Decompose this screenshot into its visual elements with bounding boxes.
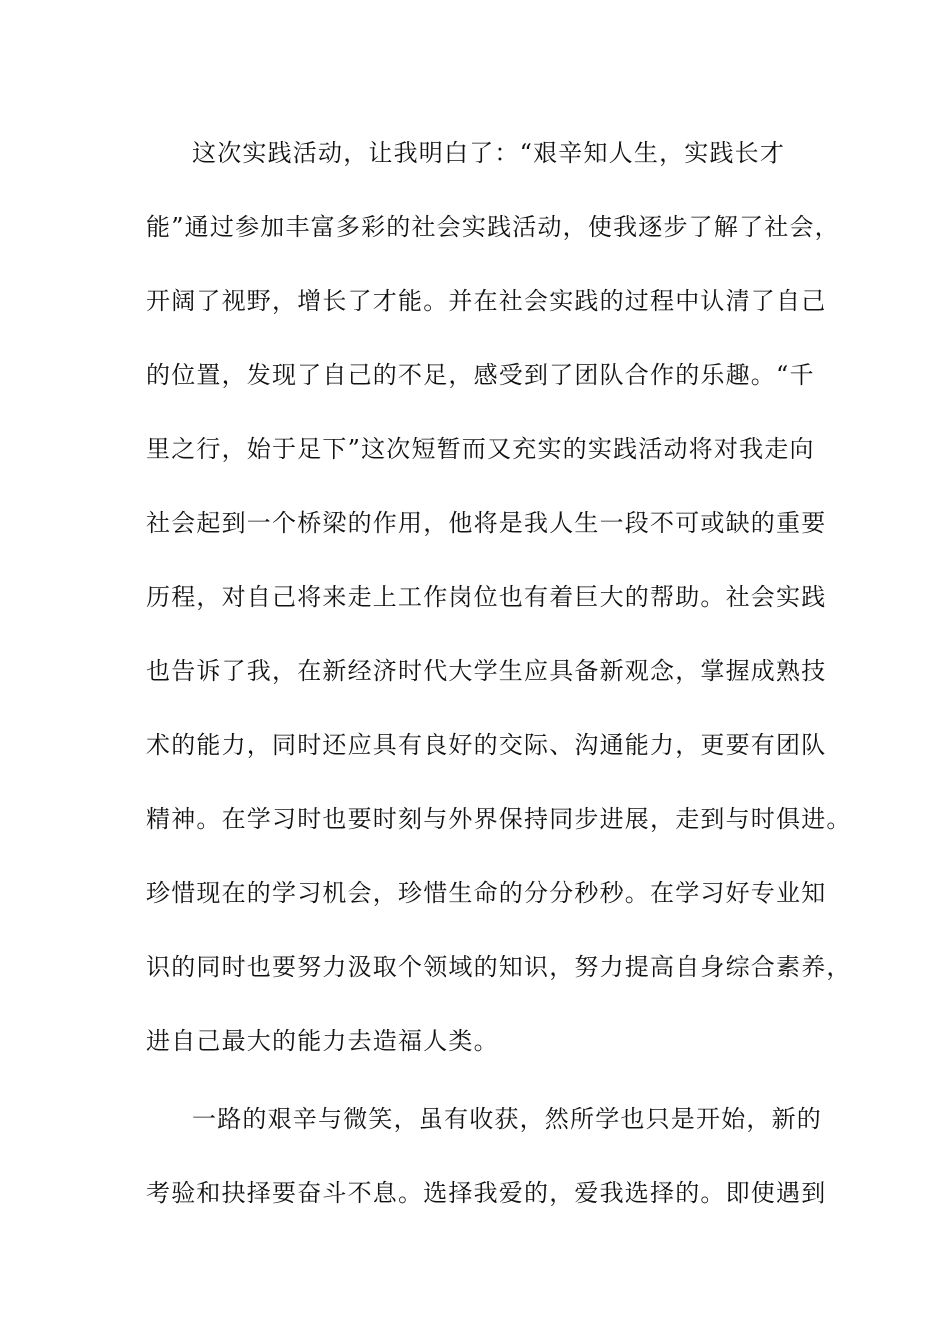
paragraph-1-line-3: 开阔了视野，增长了才能。并在社会实践的过程中认清了自己: [146, 287, 827, 315]
paragraph-1-line-2: 能”通过参加丰富多彩的社会实践活动，使我逐步了解了社会，: [146, 213, 840, 241]
paragraph-1-line-12: 识的同时也要努力汲取个领域的知识，努力提高自身综合素养，: [146, 953, 852, 981]
paragraph-1-line-5: 里之行，始于足下”这次短暂而又充实的实践活动将对我走向: [146, 435, 815, 463]
paragraph-2-line-2: 考验和抉择要奋斗不息。选择我爱的，爱我选择的。即使遇到: [146, 1179, 827, 1207]
paragraph-1-line-9: 术的能力，同时还应具有良好的交际、沟通能力，更要有团队: [146, 731, 827, 759]
paragraph-1-line-1: 这次实践活动，让我明白了：“艰辛知人生，实践长才: [192, 139, 786, 167]
paragraph-2-line-1: 一路的艰辛与微笑，虽有收获，然所学也只是开始，新的: [192, 1105, 822, 1133]
paragraph-1-line-7: 历程，对自己将来走上工作岗位也有着巨大的帮助。社会实践: [146, 583, 827, 611]
paragraph-1-line-4: 的位置，发现了自己的不足，感受到了团队合作的乐趣。“千: [146, 361, 815, 389]
paragraph-1-line-11: 珍惜现在的学习机会，珍惜生命的分分秒秒。在学习好专业知: [146, 879, 827, 907]
paragraph-1-line-10: 精神。在学习时也要时刻与外界保持同步进展，走到与时俱进。: [146, 805, 852, 833]
paragraph-1-line-6: 社会起到一个桥梁的作用，他将是我人生一段不可或缺的重要: [146, 509, 827, 537]
paragraph-1-line-13: 进自己最大的能力去造福人类。: [146, 1027, 499, 1055]
paragraph-1-line-8: 也告诉了我，在新经济时代大学生应具备新观念，掌握成熟技: [146, 657, 827, 685]
